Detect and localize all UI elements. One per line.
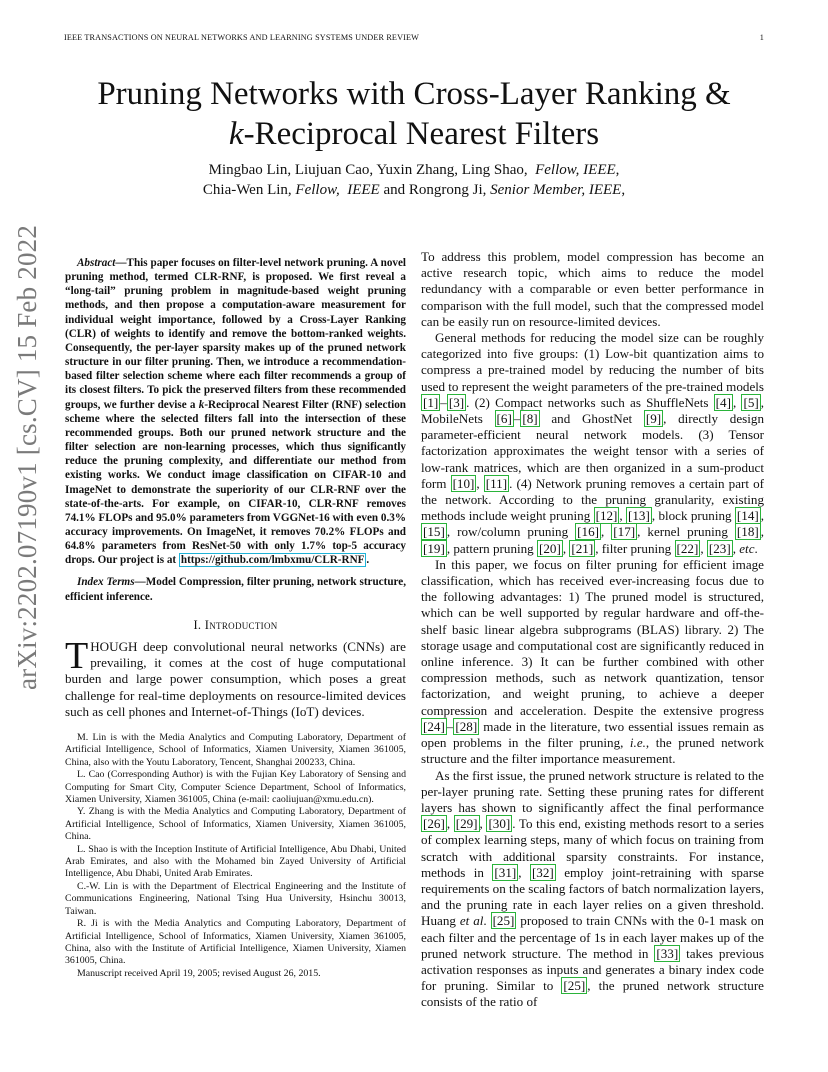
- authors-text: and Rongrong Ji,: [383, 182, 487, 198]
- citation-link[interactable]: [17]: [613, 524, 636, 540]
- index-terms-text: —Model Compression, filter pruning, network structure, efficient inference.: [65, 576, 406, 603]
- left-column: [65, 256, 406, 980]
- citation-link[interactable]: [5]: [743, 394, 759, 410]
- abstract-text: —This paper focuses on filter-level network pruning. A novel pruning method, termed CLR-RNF, is proposed. We first reveal a “long-tail” pruning problem in magnitude-based weight pruning methods, and then propose a computation-aware measurement for individual weight importance, followed by a Cross-Layer Ranking (CLR) of weights to identify and remove the bottom-ranked weights. Consequently, the per-layer sparsity makes up of the pruned network structure in our filter pruning. Then, we introduce a recommendation-based filter selection scheme where each filter recommends a group of its closest filters. To pick the preserved filters from these recommended groups, we further devise a: [65, 257, 406, 411]
- index-terms: [65, 575, 406, 603]
- abstract-k: k: [198, 398, 205, 411]
- citation-link[interactable]: [23]: [708, 540, 731, 556]
- citation-link[interactable]: [29]: [455, 816, 478, 832]
- citation-link[interactable]: [1]: [423, 394, 439, 410]
- arxiv-identifier: arXiv:2202.07190v1 [cs.CV] 15 Feb 2022: [12, 224, 42, 690]
- abstract: [65, 256, 406, 567]
- citation-link[interactable]: [6]: [496, 411, 512, 427]
- intro-first-word: HOUGH: [90, 638, 138, 654]
- citation-link[interactable]: [25]: [492, 913, 515, 929]
- citation-link[interactable]: [16]: [577, 524, 599, 540]
- citation-link[interactable]: [33]: [656, 945, 679, 961]
- citation-link[interactable]: [21]: [571, 540, 594, 556]
- title-line-2-rest: -Reciprocal Nearest Filters: [243, 116, 600, 152]
- footnotes: [65, 732, 406, 980]
- authors-line-2: [60, 180, 768, 200]
- body-paragraph: In this paper, we focus on filter pruning for efficient image classification, which has received ever-increasing focus due to the following advantages: 1) The pruned model is structured, which can be well supported by regular hardware and off-the-shelf basic linear algebra subprograms (BLAS) library. 2) The storage usage and computational cost are significantly reduced in online inference. 3) It can be further combined with other compression methods, such as network quantization, tensor factorization, and weight pruning, to achieve a deeper compression and acceleration. Despite the extensive progress [24] – [28] made in the literature, two essential issues remain as open problems in the filter pruning, i.e., the pruned network structure and the filter importance measurement.: [421, 556, 764, 767]
- title-line-1: Pruning Networks with Cross-Layer Ranking &: [97, 76, 731, 112]
- title-line-2: [60, 114, 768, 154]
- author-title: Senior Member, IEEE: [490, 182, 622, 198]
- body-paragraph: To address this problem, model compression has become an active research topic, which aims to reduce the model redundancy with a comparable or even better performance in comparison with the full model, such that the compressed model can be easily run on resource-limited devices.: [421, 249, 764, 329]
- citation-link[interactable]: [12]: [595, 508, 618, 524]
- footnote: L. Shao is with the Inception Institute of Artificial Intelligence, Abu Dhabi, United Arab Emirates, and also with the Mohamed bin Zayed University of Artificial Intelligence, Abu Dhabi, United Arab Emirates.: [65, 843, 406, 880]
- citation-link[interactable]: [9]: [645, 411, 662, 427]
- section-title: Introduction: [204, 617, 278, 632]
- abstract-text: .: [366, 554, 370, 567]
- authors-punct: ,: [621, 182, 626, 198]
- authors-punct: ,: [615, 162, 620, 178]
- journal-name: IEEE TRANSACTIONS ON NEURAL NETWORKS AND LEARNING SYSTEMS UNDER REVIEW: [64, 33, 420, 42]
- citation-link[interactable]: [10]: [452, 475, 475, 491]
- body-paragraph: General methods for reducing the model size can be roughly categorized into five groups: (1) Low-bit quantization aims to compress a pre-trained model by reducing the number of bits used to represent the weight parameters of the pre-trained models [1] – [3] . (2) Compact networks such as ShuffleNets [4] , [5] , MobileNets [6] – [8] and GhostNet [9] , directly design parameter-efficient neural network models. (3) Tensor factorization approximates the weight tensor with a series of low-rank matrices, which are then organized in a sum-product form [10] , [11] . (4) Network pruning removes a certain part of the network. According to the pruning granularity, existing methods include weight pruning [12] , [13] , block pruning [14] , [15] , row/column pruning [16] , [17] , kernel pruning [18] , [19] , pattern pruning [20] , [21] , filter pruning [22] , [23] , etc.: [421, 330, 765, 556]
- citation-link[interactable]: [15]: [423, 524, 445, 540]
- citation-link[interactable]: [31]: [494, 864, 517, 880]
- right-column: [421, 249, 764, 1011]
- running-header: [64, 33, 764, 42]
- citation-link[interactable]: [26]: [423, 816, 445, 832]
- authors-line-1: [60, 160, 768, 180]
- authors-text: Mingbao Lin, Liujuan Cao, Yuxin Zhang, Ling Shao,: [208, 162, 528, 178]
- footnote: Manuscript received April 19, 2005; revised August 26, 2015.: [77, 967, 321, 979]
- title-k: k: [228, 116, 244, 152]
- author-title: Fellow,: [295, 182, 340, 198]
- section-number: I.: [193, 617, 202, 632]
- project-link[interactable]: https://github.com/lmbxmu/CLR-RNF: [180, 554, 365, 567]
- body-paragraph: As the first issue, the pruned network structure is related to the per-layer pruning rate. Setting these pruning rates for different layers has shown to significantly affect the final performance [26] , [29] , [30] . To this end, existing methods resort to a series of complex learning steps, many of which focus on training from scratch with additional sparsity constraints. For instance, methods in [31] , [32] employ joint-retraining with sparse requirements on the scaling factors of batch normalization layers, and the pruning rate in each layer relies on a given threshold. Huang et al. [25] proposed to train CNNs with the 0-1 mask on each filter and the percentage of 1s in each layer makes up of the pruned network structure. The method in [33] takes previous activation responses as inputs and generates a binary index code for pruning. Similar to [25] , the pruned network structure consists of the ratio of: [421, 767, 764, 1010]
- drop-cap: T: [65, 634, 89, 677]
- index-terms-label: Index Terms: [77, 576, 135, 589]
- footnote: L. Cao (Corresponding Author) is with the Fujian Key Laboratory of Sensing and Computing for Smart City, Computer Science Department, School of Informatics, Xiamen University, Xiamen 361005, China (e-mail: caoliujuan@xmu.edu.cn).: [65, 769, 406, 806]
- citation-link[interactable]: [4]: [715, 394, 731, 410]
- author-list: [60, 160, 768, 200]
- citation-link[interactable]: [22]: [676, 540, 699, 556]
- citation-link[interactable]: [14]: [736, 508, 759, 524]
- footnote: M. Lin is with the Media Analytics and Computing Laboratory, Department of Artificial Intelligence, School of Informatics, Xiamen University, Xiamen 361005, China, also with the Youtu Laboratory, Tencent, Shanghai 200233, China.: [65, 732, 406, 768]
- abstract-label: Abstract: [77, 257, 116, 269]
- citation-link[interactable]: [32]: [531, 864, 554, 880]
- citation-link[interactable]: [19]: [423, 540, 445, 556]
- footnote: R. Ji is with the Media Analytics and Computing Laboratory, Department of Artificial Intelligence, School of Informatics, Xiamen University, Xiamen 361005, China, also with the Institute of Artificial Intelligence, Xiamen University, Xiamen 361005, China.: [65, 918, 406, 967]
- author-title: IEEE: [347, 182, 380, 198]
- section-heading: [65, 618, 406, 633]
- intro-paragraph: [65, 634, 406, 720]
- abstract-text: -Reciprocal Nearest Filter (RNF) selection scheme where the selected filters fall into the intersection of these recommended groups. Both our pruned network structure and the filter selection are non-learning processes, which thus significantly reduce the pruning complexity, and differentiate our method from existing works. We conduct image classification on CIFAR-10 and ImageNet to demonstrate the superiority of our CLR-RNF over the state-of-the-arts. For example, on CIFAR-10, CLR-RNF removes 74.1% FLOPs and 95.0% parameters from VGGNet-16 with even 0.3% accuracy improvements. On ImageNet, it removes 70.2% FLOPs and 64.8% parameters from ResNet-50 with only 1.7% top-5 accuracy drops. Our project is at: [65, 398, 406, 567]
- citation-link[interactable]: [28]: [455, 718, 478, 734]
- citation-link[interactable]: [20]: [539, 540, 561, 556]
- citation-link[interactable]: [25]: [563, 978, 586, 994]
- citation-link[interactable]: [13]: [628, 508, 650, 524]
- citation-link[interactable]: [30]: [488, 816, 511, 832]
- page-number: 1: [759, 33, 764, 42]
- authors-text: Chia-Wen Lin,: [202, 182, 292, 198]
- citation-link[interactable]: [3]: [448, 394, 465, 410]
- intro-text: deep convolutional neural networks (CNNs) are prevailing, it comes at the cost of huge computational burden and large power consumption, which poses a great challenge for real-time deployments on resource-limited devices such as cell phones and Internet-of-Things (IoT) devices.: [65, 638, 406, 719]
- citation-link[interactable]: [18]: [736, 524, 759, 540]
- footnote: C.-W. Lin is with the Department of Electrical Engineering and the Institute of Communications Engineering, National Tsing Hua University, Hsinchu 30013, Taiwan.: [65, 880, 406, 917]
- citation-link[interactable]: [8]: [522, 411, 538, 427]
- paper-title: [60, 74, 768, 154]
- citation-link[interactable]: [24]: [423, 718, 445, 734]
- citation-link[interactable]: [11]: [485, 475, 508, 491]
- author-title: Fellow, IEEE: [535, 162, 616, 178]
- footnote: Y. Zhang is with the Media Analytics and Computing Laboratory, Department of Artificial Intelligence, School of Informatics, Xiamen University, Xiamen 361005, China.: [65, 806, 406, 843]
